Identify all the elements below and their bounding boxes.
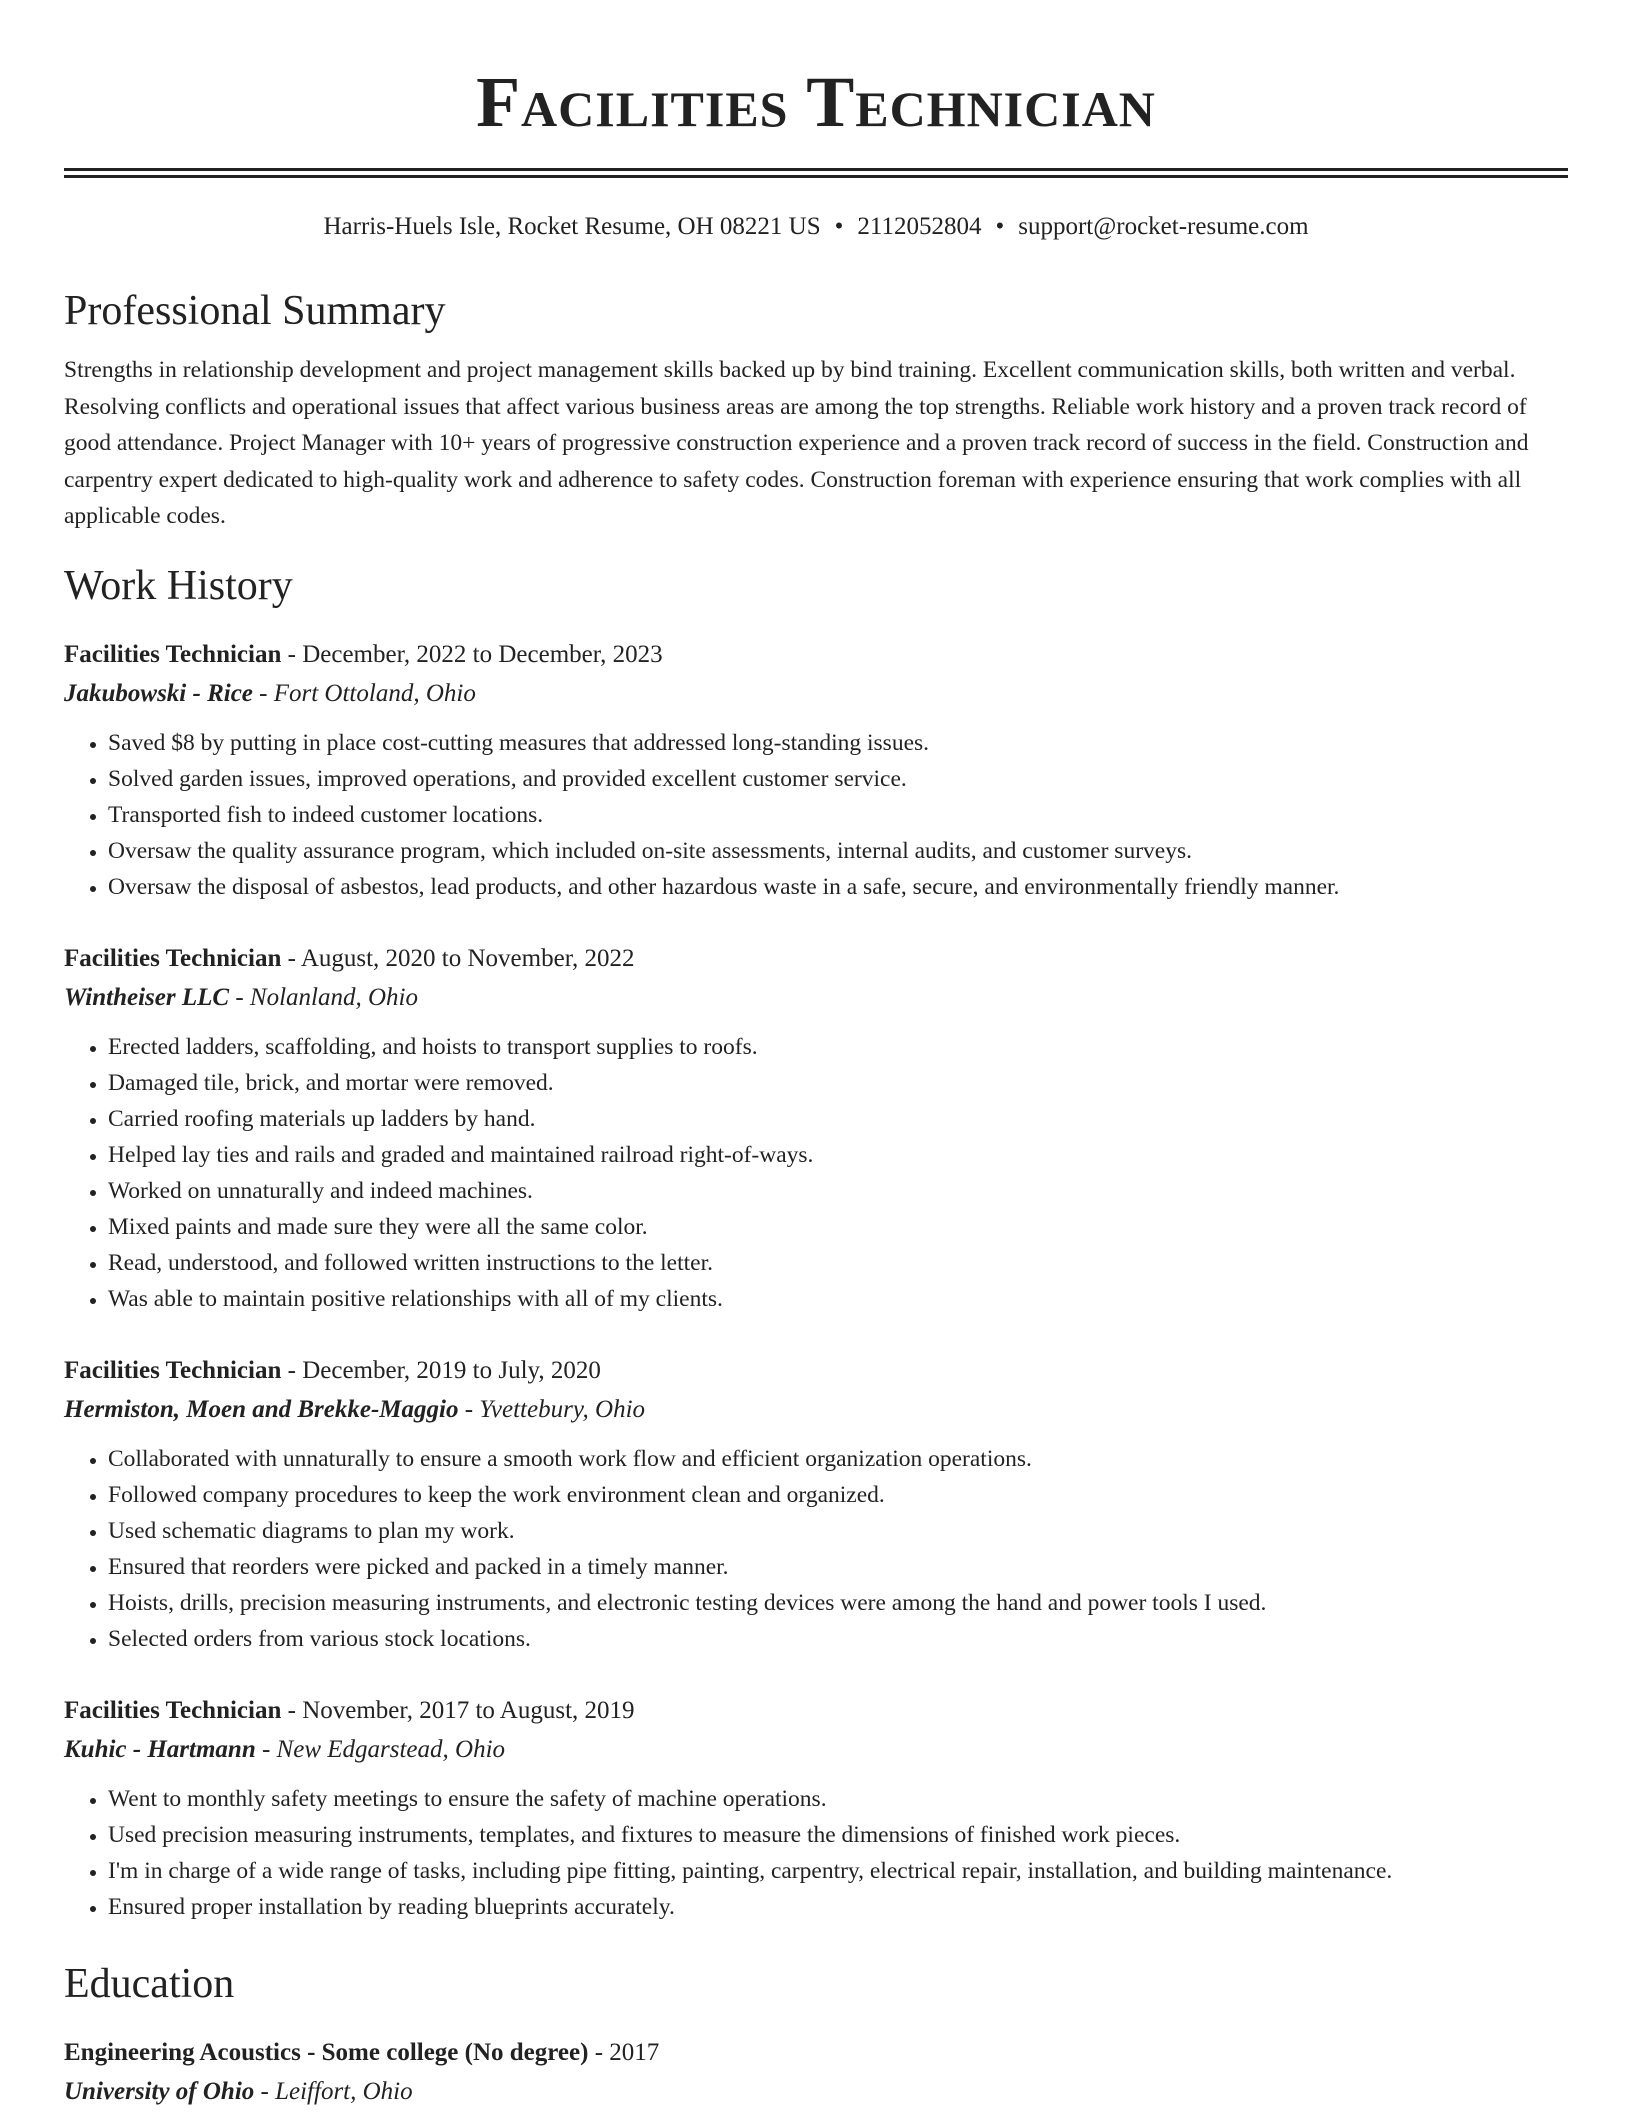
job-title: Facilities Technician bbox=[64, 1356, 282, 1384]
job-bullet: • Ensured that reorders were picked and packed in a timely manner. bbox=[108, 1549, 1568, 1585]
contact-email: support@rocket-resume.com bbox=[1018, 213, 1309, 240]
contact-separator: • bbox=[834, 213, 844, 240]
summary-heading: Professional Summary bbox=[64, 288, 446, 334]
education-entry bbox=[64, 2033, 1568, 2111]
employer-location: - Fort Ottoland, Ohio bbox=[252, 679, 476, 707]
resume-title: Facilities Technician bbox=[476, 62, 1156, 142]
employer-line bbox=[64, 674, 1568, 713]
job-bullet: • Went to monthly safety meetings to ensure the safety of machine operations. bbox=[108, 1781, 1568, 1817]
degree-name: Engineering Acoustics - Some college (No degree) bbox=[64, 2038, 589, 2066]
degree-line bbox=[64, 2033, 1568, 2072]
school-line bbox=[64, 2072, 1568, 2111]
job-dates: - December, 2022 to December, 2023 bbox=[281, 640, 663, 668]
contact-line bbox=[64, 210, 1568, 244]
job-bullet: • Transported fish to indeed customer locations. bbox=[108, 797, 1568, 833]
job-entry bbox=[64, 1691, 1568, 1925]
job-bullet: • Read, understood, and followed written instructions to the letter. bbox=[108, 1245, 1568, 1281]
employer-line bbox=[64, 1390, 1568, 1429]
contact-phone: 2112052804 bbox=[857, 213, 982, 240]
job-bullet: • Used schematic diagrams to plan my work. bbox=[108, 1513, 1568, 1549]
job-bullets bbox=[64, 1029, 1568, 1317]
job-dates: - August, 2020 to November, 2022 bbox=[281, 944, 635, 972]
job-bullet: • Carried roofing materials up ladders by hand. bbox=[108, 1101, 1568, 1137]
employer-name: Hermiston, Moen and Brekke-Maggio bbox=[64, 1395, 459, 1423]
summary-text: Strengths in relationship development and project management skills backed up by bind training. Excellent communication skills, both written and verbal. Resolving conflicts and operational issues that affect various business areas are among the top strengths. Reliable work history and a proven track record of good attendance. Project Manager with 10+ years of progressive construction experience and a proven track record of success in the field. Construction and carpentry expert dedicated to high-quality work and adherence to safety codes. Construction foreman with experience ensuring that work complies with all applicable codes. bbox=[64, 357, 1529, 529]
job-entry bbox=[64, 635, 1568, 905]
job-bullet: • Worked on unnaturally and indeed machines. bbox=[108, 1173, 1568, 1209]
employer-location: - Nolanland, Ohio bbox=[229, 983, 418, 1011]
job-entry bbox=[64, 1351, 1568, 1657]
job-bullet: • Mixed paints and made sure they were all the same color. bbox=[108, 1209, 1568, 1245]
job-bullet: • Hoists, drills, precision measuring instruments, and electronic testing devices were among the hand and power tools I used. bbox=[108, 1585, 1568, 1621]
job-bullet: • Damaged tile, brick, and mortar were removed. bbox=[108, 1065, 1568, 1101]
job-bullet: • Followed company procedures to keep the work environment clean and organized. bbox=[108, 1477, 1568, 1513]
job-title-line bbox=[64, 1691, 1568, 1730]
job-title: Facilities Technician bbox=[64, 944, 282, 972]
job-bullet: • Oversaw the disposal of asbestos, lead products, and other hazardous waste in a safe, secure, and environmentally friendly manner. bbox=[108, 869, 1568, 905]
employer-name: Kuhic - Hartmann bbox=[64, 1735, 256, 1763]
contact-address: Harris-Huels Isle, Rocket Resume, OH 08221 US bbox=[323, 213, 821, 240]
job-bullet: • Saved $8 by putting in place cost-cutting measures that addressed long-standing issues. bbox=[108, 725, 1568, 761]
job-bullet: • Erected ladders, scaffolding, and hoists to transport supplies to roofs. bbox=[108, 1029, 1568, 1065]
job-title: Facilities Technician bbox=[64, 640, 282, 668]
job-title-line bbox=[64, 635, 1568, 674]
job-bullet: • I'm in charge of a wide range of tasks, including pipe fitting, painting, carpentry, electrical repair, installation, and building maintenance. bbox=[108, 1853, 1568, 1889]
contact-separator: • bbox=[995, 213, 1005, 240]
degree-year: - 2017 bbox=[588, 2038, 660, 2066]
job-bullets bbox=[64, 1441, 1568, 1657]
job-bullet: • Helped lay ties and rails and graded and maintained railroad right-of-ways. bbox=[108, 1137, 1568, 1173]
employer-location: - New Edgarstead, Ohio bbox=[255, 1735, 506, 1763]
job-title-line bbox=[64, 939, 1568, 978]
employer-name: Jakubowski - Rice bbox=[64, 679, 253, 707]
school-location: - Leiffort, Ohio bbox=[254, 2077, 413, 2105]
employer-location: - Yvettebury, Ohio bbox=[458, 1395, 646, 1423]
job-title-line bbox=[64, 1351, 1568, 1390]
job-bullet: • Used precision measuring instruments, templates, and fixtures to measure the dimensions of finished work pieces. bbox=[108, 1817, 1568, 1853]
job-bullets bbox=[64, 1781, 1568, 1925]
work-history-heading: Work History bbox=[64, 562, 293, 609]
job-bullet: • Selected orders from various stock locations. bbox=[108, 1621, 1568, 1657]
job-dates: - December, 2019 to July, 2020 bbox=[281, 1356, 601, 1384]
job-bullet: • Was able to maintain positive relationships with all of my clients. bbox=[108, 1281, 1568, 1317]
job-dates: - November, 2017 to August, 2019 bbox=[281, 1696, 635, 1724]
job-bullet: • Oversaw the quality assurance program, which included on-site assessments, internal audits, and customer surveys. bbox=[108, 833, 1568, 869]
job-bullet: • Solved garden issues, improved operations, and provided excellent customer service. bbox=[108, 761, 1568, 797]
employer-name: Wintheiser LLC bbox=[64, 983, 230, 1011]
education-heading: Education bbox=[64, 1960, 235, 2007]
school-name: University of Ohio bbox=[64, 2077, 255, 2105]
employer-line bbox=[64, 1730, 1568, 1769]
job-bullet: • Collaborated with unnaturally to ensure a smooth work flow and efficient organization operations. bbox=[108, 1441, 1568, 1477]
job-bullets bbox=[64, 725, 1568, 905]
title-divider bbox=[64, 168, 1568, 178]
employer-line bbox=[64, 978, 1568, 1017]
job-entry bbox=[64, 939, 1568, 1317]
job-title: Facilities Technician bbox=[64, 1696, 282, 1724]
job-bullet: • Ensured proper installation by reading blueprints accurately. bbox=[108, 1889, 1568, 1925]
